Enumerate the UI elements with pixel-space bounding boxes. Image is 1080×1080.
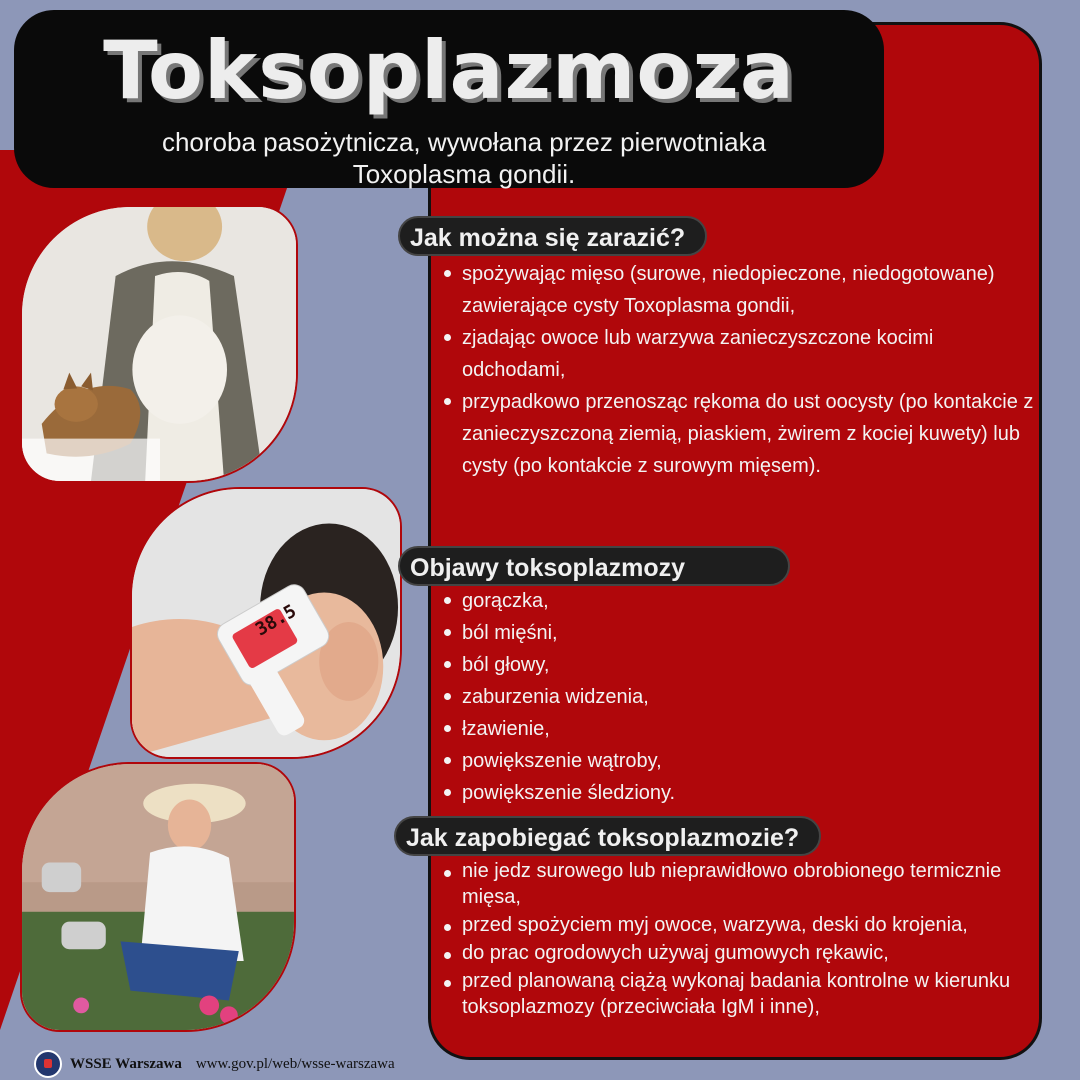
- subtitle-line-1: choroba pasożytnicza, wywołana przez pierwotniaka: [161, 127, 767, 157]
- footer: [34, 1048, 395, 1080]
- infection-list: [440, 258, 1040, 482]
- list-item: gorączka,: [440, 585, 1020, 617]
- list-item: powiększenie wątroby,: [440, 745, 1020, 777]
- list-item: spożywając mięso (surowe, niedopieczone, niedogotowane) zawierające cysty Toxoplasma gondii,: [440, 258, 1040, 322]
- list-item: przed spożyciem myj owoce, warzywa, deski do krojenia,: [440, 912, 1020, 938]
- wsse-logo-icon: [34, 1050, 62, 1078]
- page-title: Toksoplazmoza: [103, 24, 795, 117]
- list-item: ból mięśni,: [440, 617, 1020, 649]
- list-item: nie jedz surowego lub nieprawidłowo obrobionego termicznie mięsa,: [440, 858, 1020, 910]
- list-item: zjadając owoce lub warzywa zanieczyszczone kocimi odchodami,: [440, 322, 1040, 386]
- photo-woman-gardening: [20, 762, 296, 1032]
- prevention-list: [440, 858, 1020, 1022]
- section-heading-prevention: Jak zapobiegać toksoplazmozie?: [394, 816, 821, 856]
- list-item: łzawienie,: [440, 713, 1020, 745]
- section-heading-symptoms: Objawy toksoplazmozy: [398, 546, 790, 586]
- list-item: zaburzenia widzenia,: [440, 681, 1020, 713]
- list-item: ból głowy,: [440, 649, 1020, 681]
- header-banner: [14, 10, 884, 188]
- list-item: do prac ogrodowych używaj gumowych rękawic,: [440, 940, 1020, 966]
- page-subtitle: [14, 126, 914, 190]
- list-item: przed planowaną ciążą wykonaj badania kontrolne w kierunku toksoplazmozy (przeciwciała IgM i inne),: [440, 968, 1020, 1020]
- footer-org: WSSE Warszawa: [70, 1055, 182, 1072]
- subtitle-line-2: Toxoplasma gondii.: [352, 159, 576, 189]
- list-item: przypadkowo przenosząc rękoma do ust oocysty (po kontakcie z zanieczyszczoną ziemią, piaskiem, żwirem z kociej kuwety) lub cysty (po kontakcie z surowym mięsem).: [440, 386, 1040, 482]
- photo-child-thermometer: [130, 487, 402, 759]
- pregnant-woman-cat-illustration: [22, 207, 296, 481]
- thermometer-reading: 38.5: [251, 600, 301, 641]
- gardening-illustration: [22, 764, 294, 1030]
- photo-pregnant-woman-with-cat: [20, 205, 298, 483]
- section-heading-infection: Jak można się zarazić?: [398, 216, 707, 256]
- symptoms-list: [440, 585, 1020, 809]
- list-item: powiększenie śledziony.: [440, 777, 1020, 809]
- footer-url[interactable]: www.gov.pl/web/wsse-warszawa: [195, 1055, 395, 1072]
